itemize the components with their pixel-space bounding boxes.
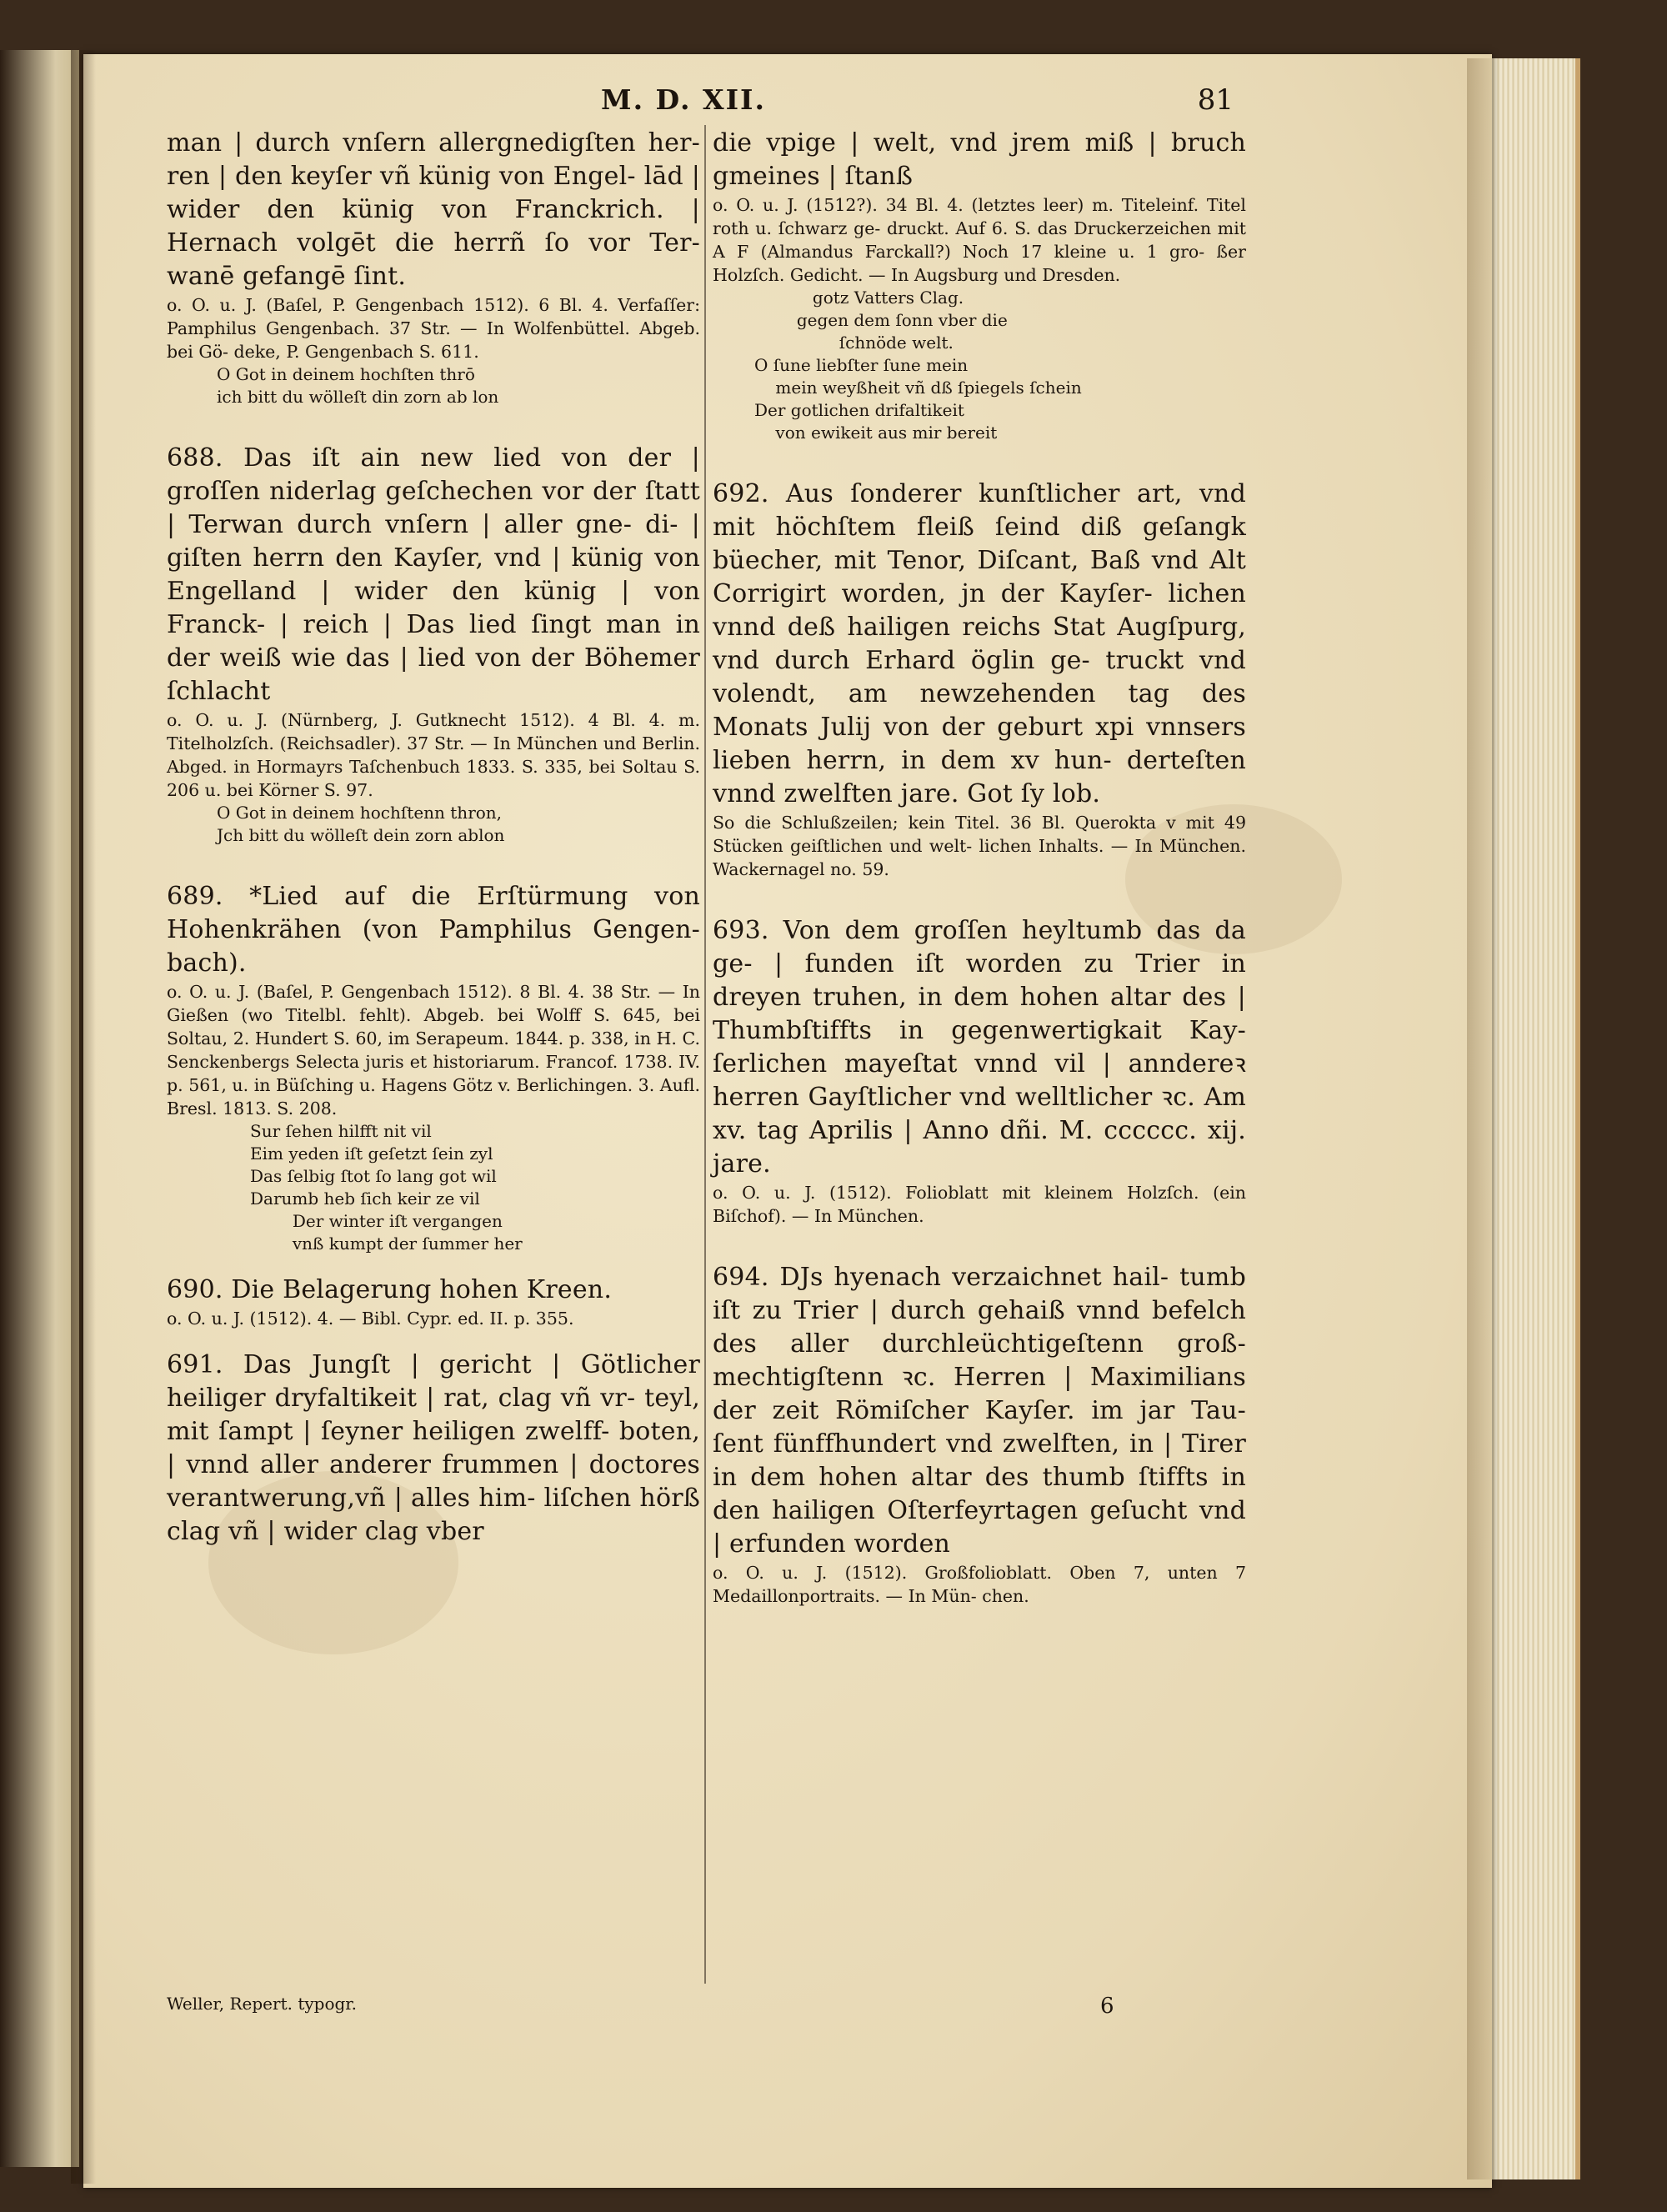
entry-689: [167, 880, 700, 1255]
entry-bibliography: o. O. u. J. (Baſel, P. Gengenbach 1512). 6 Bl. 4. Verfaſſer: Pamphilus Gengenbach. 37 Str. — In Wolfenbüttel. Abgeb. bei Gö- deke, P. Gengenbach S. 611.: [167, 295, 700, 362]
entry-title: die vpige | welt, vnd jrem miß | bruch gmeines | ſtanß: [713, 128, 1246, 191]
entry-verse: O Got in deinem hochſten thrō ich bitt du wölleſt din zorn ab lon: [217, 364, 499, 407]
spine-shadow: [71, 50, 96, 2184]
entry-verse: O Got in deinem hochſtenn thron, Jch bitt du wölleſt dein zorn ablon: [217, 803, 505, 845]
entry-bibliography: o. O. u. J. (1512). Großfolioblatt. Oben 7, unten 7 Medaillonportraits. — In Mün- chen.: [713, 1563, 1246, 1606]
page-edge-shade: [1467, 58, 1500, 2179]
entry-continued-691: [713, 127, 1246, 444]
right-column: [713, 127, 1246, 1608]
entry-title: 689. *Lied auf die Erſtürmung von Hohenkrähen (von Pamphilus Gengen- bach).: [167, 882, 700, 978]
entry-title: 688. Das iſt ain new lied von der | groſſen niderlag geſchechen vor der ſtatt | Terwan durch vnſern | aller gne- di- | giſten herrn den Kayſer, vnd | künig von Engelland | wider den künig | von Franck- | reich | Das lied ſingt man in der weiß wie das | lied von der Böhemer ſchlacht: [167, 443, 700, 706]
entry-title: 693. Von dem groſſen heyltumb das da ge- | funden iſt worden zu Trier in dreyen truhen, in dem hohen altar des | Thumbſtiffts in gegenwertigkait Kay- ſerlichen mayeſtat vnnd vil | anndereꝛ herren Gayſtlicher vnd welltlicher ꝛc. Am xv. tag Aprilis | Anno dñi. M. cccccc. xij. jare.: [713, 916, 1246, 1179]
left-page-edge: [0, 50, 79, 2167]
footer-reference: Weller, Repert. typogr.: [167, 1994, 358, 2014]
left-column: [167, 127, 700, 1549]
running-head: M. D. XII.: [601, 83, 766, 116]
entry-693: [713, 914, 1246, 1228]
signature-mark: 6: [1100, 1994, 1114, 2019]
entry-bibliography: o. O. u. J. (1512). Folioblatt mit kleinem Holzſch. (ein Biſchof). — In München.: [713, 1183, 1246, 1226]
entry-bibliography: o. O. u. J. (Baſel, P. Gengenbach 1512). 8 Bl. 4. 38 Str. — In Gießen (wo Titelbl. fehlt). Abgeb. bei Wolff S. 645, bei Soltau, 2. Hundert S. 60, im Serapeum. 1844. p. 338, in H. C. Senckenbergs Selecta juris et historiarum. Francof. 1738. IV. p. 561, u. in Büſching u. Hagens Götz v. Berlichingen. 3. Aufl. Bresl. 1813. S. 208.: [167, 982, 700, 1119]
column-rule: [704, 125, 706, 1984]
entry-690: [167, 1274, 700, 1330]
entry-title: 690. Die Belagerung hohen Kreen.: [167, 1275, 613, 1304]
entry-bibliography: o. O. u. J. (Nürnberg, J. Gutknecht 1512). 4 Bl. 4. m. Titelholzſch. (Reichsadler). 37 Str. — In München und Berlin. Abged. in Hormayrs Taſchenbuch 1833. S. 335, bei Soltau S. 206 u. bei Körner S. 97.: [167, 710, 700, 800]
page-number: 81: [1197, 83, 1234, 117]
entry-bibliography: So die Schlußzeilen; kein Titel. 36 Bl. Querokta v mit 49 Stücken geiſtlichen und welt- lichen Inhalts. — In München. Wackernagel no. 59.: [713, 813, 1246, 879]
entry-title: 694. DJs hyenach verzaichnet hail- tumb iſt zu Trier | durch gehaiß vnnd befelch des aller durchleüchtigeſtenn groß- mechtigſtenn ꝛc. Herren | Maximilians der zeit Römiſcher Kayſer. im jar Tau- ſent fünffhundert vnd zwelften, in | Tirer in dem hohen altar des thumb ſtiffts in den hailigen Oſterfeyrtagen geſucht vnd | erfunden worden: [713, 1263, 1246, 1559]
entry-bibliography: o. O. u. J. (1512). 4. — Bibl. Cypr. ed. II. p. 355.: [167, 1309, 574, 1329]
entry-continued-687: [167, 127, 700, 408]
entry-bibliography: o. O. u. J. (1512?). 34 Bl. 4. (letztes leer) m. Titeleinf. Titel roth u. ſchwarz ge- druckt. Auf 6. S. das Druckerzeichen mit A F (Almandus Farckall?) Noch 17 kleine u. 1 gro- ßer Holzſch. Gedicht. — In Augsburg und Dresden.: [713, 195, 1246, 285]
entry-692: [713, 478, 1246, 881]
entry-title: 692. Aus ſonderer kunſtlicher art, vnd mit höchſtem fleiß ſeind diß geſangk büecher, mit Tenor, Diſcant, Baß vnd Alt Corrigirt worden, jn der Kayſer- lichen vnnd deß hailigen reichs Stat Augſpurg, vnd durch Erhard öglin ge- truckt vnd volendt, am newzehenden tag des Monats Julij von der geburt xpi vnnsers lieben herrn, in dem xv hun- derteſten vnnd zwelften jare. Got ſy lob.: [713, 479, 1246, 808]
entry-title: 691. Das Jungſt | gericht | Götlicher heiliger dryfaltikeit | rat, clag vñ vr- teyl, mit ſampt | ſeyner heiligen zwelff- boten, | vnnd aller anderer frummen | doctores verantwerung,vñ | alles him- liſchen hörß clag vñ | wider clag vber: [167, 1350, 700, 1546]
entry-688: [167, 442, 700, 847]
entry-verse: Sur ſehen hilfft nit vil Eim yeden iſt geſetzt ſein zyl Das ſelbig ſtot ſo lang got wil Darumb heb ſich keir ze vil Der winter iſt vergangen vnß kumpt der ſummer her: [250, 1121, 523, 1254]
entry-title: man | durch vnſern allergnedigſten her- ren | den keyſer vñ künig von Engel- lād | wider den künig von Franckrich. | Hernach volgēt die herrñ ſo vor Ter- wanē gefangē ſint.: [167, 128, 700, 291]
entry-694: [713, 1261, 1246, 1608]
entry-verse: gotz Vatters Clag. gegen dem ſonn vber die ſchnöde welt. O ſune liebſter ſune mein mein weyßheit vñ dß ſpiegels ſchein Der gotlichen drifaltikeit von ewikeit aus mir bereit: [754, 288, 1082, 443]
entry-691: [167, 1349, 700, 1549]
